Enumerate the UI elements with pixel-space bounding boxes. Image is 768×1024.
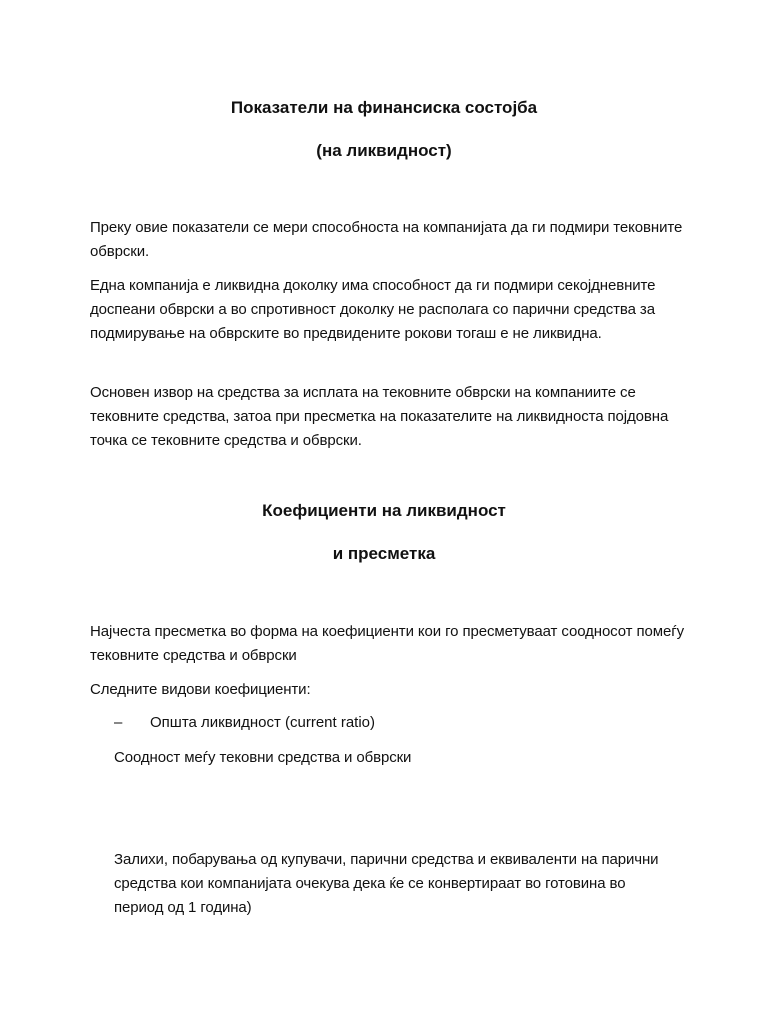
list-item-label: Општа ликвидност (current ratio) [150, 714, 376, 731]
paragraph-ratio-intro: Најчеста пресметка во форма на коефициенти кои го пресметуваат соодносот помеѓу тековните средства и обврски [90, 623, 684, 664]
paragraph-current-assets-note: Залихи, побарувања од купувачи, парични средства и еквиваленти на парични средства кои компанијата очекува дека ќе се конвертираат во готовина во период од 1 година) [114, 851, 659, 916]
section2-title-line1: Коефициенти на ликвидност [262, 501, 506, 520]
section1-title-line2: (на ликвидност) [316, 141, 452, 160]
paragraph-source-of-funds: Основен извор на средства за исплата на тековните обврски на компаниите се тековните средства, затоа при пресметка на показателите на ликвидноста појдовна точка се тековните средства и обврски. [90, 384, 669, 449]
list-dash: – [114, 714, 123, 731]
paragraph-intro: Преку овие показатели се мери способноста на компанијата да ги подмири тековните обврски. [90, 219, 683, 260]
paragraph-types-label: Следните видови коефициенти: [90, 681, 311, 698]
section1-title-line1: Показатели на финансиска состојба [230, 98, 538, 117]
list-item-current-ratio [114, 711, 375, 735]
paragraph-ratio-description: Соодност меѓу тековни средства и обврски [114, 749, 412, 766]
section2-title-line2: и пресметка [332, 544, 436, 563]
paragraph-liquidity-definition: Една компанија е ликвидна доколку има способност да ги подмири секојдневните доспеани обврски а во спротивност доколку не располага со парични средства за подмирување на обврските во предвидените рокови тогаш е не ликвидна. [90, 277, 656, 342]
